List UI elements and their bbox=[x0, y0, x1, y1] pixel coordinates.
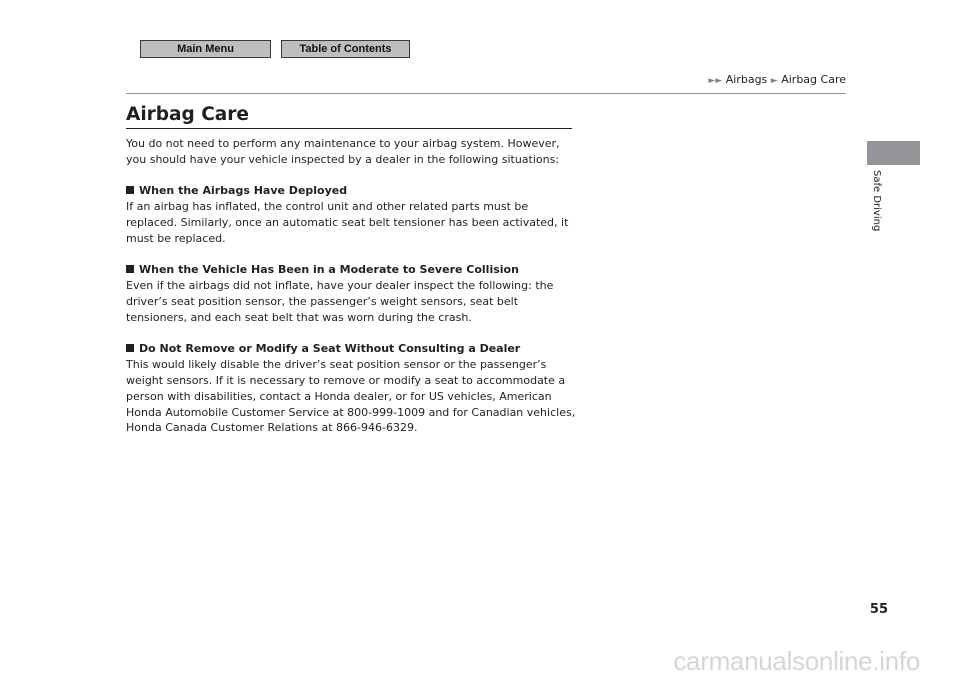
breadcrumb-current-airbag-care: Airbag Care bbox=[781, 73, 846, 86]
chapter-tab[interactable] bbox=[867, 141, 920, 165]
breadcrumb-link-airbags[interactable]: Airbags bbox=[725, 73, 768, 86]
section-heading-text: When the Airbags Have Deployed bbox=[139, 184, 348, 198]
page-number: 55 bbox=[869, 602, 888, 617]
table-of-contents-button[interactable]: Table of Contents bbox=[281, 40, 410, 58]
header-divider bbox=[126, 93, 846, 94]
section-body: This would likely disable the driver’s seat position sensor or the passenger’s weight sensors. If it is necessary to remove or modify a seat to accommodate a person with disabilities, contact a Honda dealer, or for US vehicles, American Honda Automobile Customer Service at 800-999-1009 and for Canadian vehicles, Honda Canada Customer Relations at 866-946-6329. bbox=[126, 358, 576, 435]
chapter-tab-label: Safe Driving bbox=[871, 170, 882, 232]
page-title: Airbag Care bbox=[126, 104, 249, 125]
section-heading bbox=[126, 183, 581, 199]
section-heading bbox=[126, 262, 581, 278]
main-menu-button[interactable]: Main Menu bbox=[140, 40, 271, 58]
breadcrumb-arrow-icon: ► bbox=[708, 76, 716, 86]
breadcrumb-arrow-icon: ► bbox=[715, 76, 723, 86]
square-bullet-icon bbox=[126, 186, 134, 194]
breadcrumb bbox=[708, 73, 846, 86]
breadcrumb-arrow-icon: ► bbox=[770, 76, 778, 86]
section-heading-text: Do Not Remove or Modify a Seat Without Consulting a Dealer bbox=[139, 342, 521, 356]
article-body bbox=[126, 136, 581, 436]
square-bullet-icon bbox=[126, 265, 134, 273]
watermark: carmanualsonline.info bbox=[673, 646, 920, 676]
section-body: Even if the airbags did not inflate, have your dealer inspect the following: the driver’s seat position sensor, the passenger’s weight sensors, seat belt tensioners, and each seat belt that was worn during the crash. bbox=[126, 279, 554, 324]
section-heading bbox=[126, 341, 581, 357]
section-body: If an airbag has inflated, the control unit and other related parts must be replaced. Similarly, once an automatic seat belt tensioner has been activated, it must be replaced. bbox=[126, 200, 569, 245]
square-bullet-icon bbox=[126, 344, 134, 352]
title-underline bbox=[126, 128, 572, 129]
intro-paragraph: You do not need to perform any maintenance to your airbag system. However, you should have your vehicle inspected by a dealer in the following situations: bbox=[126, 137, 560, 166]
section-heading-text: When the Vehicle Has Been in a Moderate to Severe Collision bbox=[139, 263, 519, 277]
